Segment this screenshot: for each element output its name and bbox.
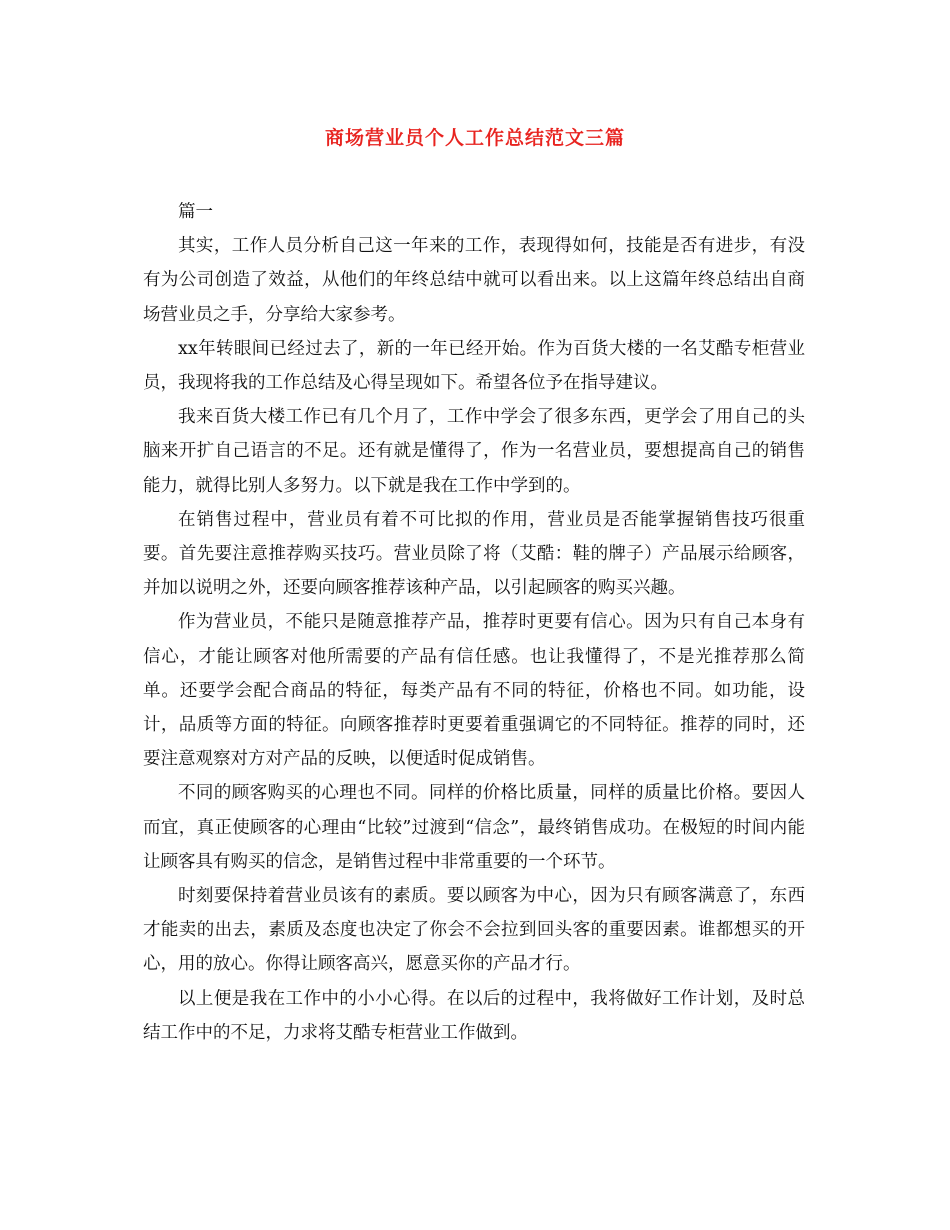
paragraph: 以上便是我在工作中的小小心得。在以后的过程中，我将做好工作计划，及时总结工作中的不足，力求将艾酷专柜营业工作做到。	[143, 988, 805, 1043]
document-body	[143, 195, 805, 1050]
paragraph: 其实，工作人员分析自己这一年来的工作，表现得如何，技能是否有进步，有没有为公司创造了效益，从他们的年终总结中就可以看出来。以上这篇年终总结出自商场营业员之手，分享给大家参考。	[143, 236, 805, 325]
section-heading: 篇一	[178, 202, 213, 222]
paragraph: 我来百货大楼工作已有几个月了，工作中学会了很多东西，更学会了用自己的头脑来开扩自己语言的不足。还有就是懂得了，作为一名营业员，要想提高自己的销售能力，就得比别人多努力。以下就是我在工作中学到的。	[143, 407, 805, 496]
paragraph: 作为营业员，不能只是随意推荐产品，推荐时更要有信心。因为只有自己本身有信心，才能让顾客对他所需要的产品有信任感。也让我懂得了，不是光推荐那么简单。还要学会配合商品的特征，每类产品有不同的特征，价格也不同。如功能，设计，品质等方面的特征。向顾客推荐时更要着重强调它的不同特征。推荐的同时，还要注意观察对方对产品的反映，以便适时促成销售。	[143, 612, 805, 770]
paragraph: 时刻要保持着营业员该有的素质。要以顾客为中心，因为只有顾客满意了，东西才能卖的出去，素质及态度也决定了你会不会拉到回头客的重要因素。谁都想买的开心，用的放心。你得让顾客高兴，愿意买你的产品才行。	[143, 886, 805, 975]
paragraph: 在销售过程中，营业员有着不可比拟的作用，营业员是否能掌握销售技巧很重要。首先要注意推荐购买技巧。营业员除了将（艾酷：鞋的牌子）产品展示给顾客，并加以说明之外，还要向顾客推荐该种产品，以引起顾客的购买兴趣。	[143, 509, 805, 599]
paragraph: 不同的顾客购买的心理也不同。同样的价格比质量，同样的质量比价格。要因人而宜，真正使顾客的心理由“比较”过渡到“信念”，最终销售成功。在极短的时间内能让顾客具有购买的信念，是销售过程中非常重要的一个环节。	[143, 783, 805, 872]
document-title: 商场营业员个人工作总结范文三篇	[324, 127, 625, 149]
paragraph: xx年转眼间已经过去了，新的一年已经开始。作为百货大楼的一名艾酷专柜营业员，我现将我的工作总结及心得呈现如下。希望各位予在指导建议。	[143, 338, 805, 394]
